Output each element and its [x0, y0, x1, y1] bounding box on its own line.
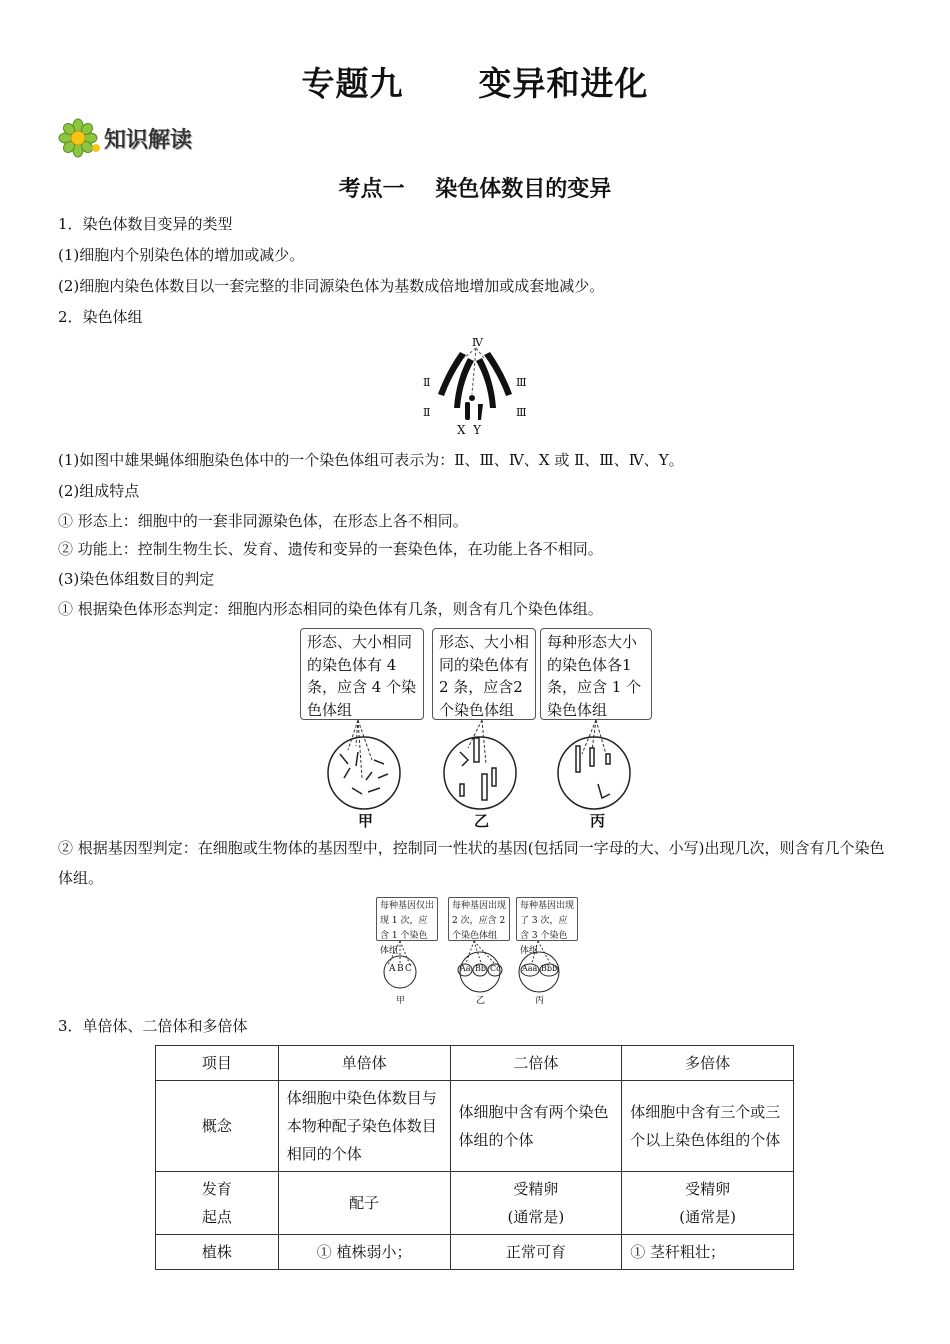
gene-aa: Aa: [460, 964, 471, 973]
paragraph-1-1: (1)细胞内个别染色体的增加或减少。: [58, 246, 305, 264]
cell-line: (通常是): [679, 1208, 736, 1226]
table-header: 多倍体: [622, 1046, 794, 1081]
morphology-box-3: 每种形态大小的染色体各1条，应含 1 个染色体组: [540, 628, 652, 720]
label-ii-bottom: Ⅱ: [423, 406, 431, 419]
morphology-box-1: 形态、大小相同的染色体有 4 条，应含 4 个染色体组: [300, 628, 424, 720]
paragraph-2-1: (1)如图中雄果蝇体细胞染色体中的一个染色体组可表示为：Ⅱ、Ⅲ、Ⅳ、X 或 Ⅱ、Ⅲ、Ⅳ、Y。: [58, 451, 684, 469]
gene-aaa: Aaa: [522, 964, 538, 973]
table-header-row: [156, 1046, 794, 1081]
cell-line: 发育: [201, 1180, 232, 1198]
table-cell: 体细胞中染色体数目与本物种配子染色体数目相同的个体: [278, 1081, 450, 1172]
table-row: [156, 1235, 794, 1270]
table-cell: 正常可育: [450, 1235, 622, 1270]
table-cell: 概念: [156, 1081, 279, 1172]
cell-line: 受精卵: [513, 1180, 559, 1198]
chromosome-x: [465, 402, 470, 420]
table-cell: ① 茎秆粗壮；: [622, 1235, 794, 1270]
table-header: 单倍体: [278, 1046, 450, 1081]
morphology-label-bing: 丙: [590, 812, 606, 830]
table-cell: 体细胞中含有三个或三个以上染色体组的个体: [622, 1081, 794, 1172]
page-title: 专题九 变异和进化: [301, 64, 649, 103]
genotype-box-3: 每种基因出现了 3 次，应含 3 个染色体组: [516, 897, 578, 941]
label-iv: Ⅳ: [472, 336, 483, 349]
heading-3: 3．单倍体、二倍体和多倍体: [58, 1017, 248, 1035]
table-cell: [622, 1172, 794, 1235]
paragraph-2-2b: ② 功能上：控制生物生长、发育、遗传和变异的一套染色体，在功能上各不相同。: [58, 540, 603, 558]
karyotype-figure: [420, 336, 530, 440]
chromosome-iv: [469, 395, 475, 401]
table-cell: [156, 1172, 279, 1235]
genotype-label-jia: 甲: [396, 996, 406, 1006]
ploidy-table: [155, 1045, 794, 1270]
paragraph-2-2a: ① 形态上：细胞中的一套非同源染色体，在形态上各不相同。: [58, 512, 468, 530]
table-cell: 体细胞中含有两个染色体组的个体: [450, 1081, 622, 1172]
paragraph-1-2: (2)细胞内染色体数目以一套完整的非同源染色体为基数成倍地增加或成套地减少。: [58, 277, 605, 295]
table-row: [156, 1081, 794, 1172]
genotype-figure: [376, 897, 580, 1007]
cell-line: 起点: [201, 1208, 232, 1226]
morphology-box-2: 形态、大小相同的染色体有 2 条，应含2个染色体组: [432, 628, 536, 720]
genotype-label-yi: 乙: [476, 996, 486, 1006]
knowledge-badge: [58, 118, 192, 158]
table-header: 二倍体: [450, 1046, 622, 1081]
morphology-label-yi: 乙: [474, 812, 490, 830]
morphology-label-jia: 甲: [358, 812, 374, 830]
table-cell: 配子: [278, 1172, 450, 1235]
genotype-box-1: 每种基因仅出现 1 次，应含 1 个染色体组: [376, 897, 438, 941]
label-xy: X Y: [457, 423, 482, 437]
gene-b: B: [397, 964, 404, 974]
paragraph-2-3b: ② 根据基因型判定：在细胞或生物体的基因型中，控制同一性状的基因(包括同一字母的大、小写)出现几次，则含有几个染色体组。: [58, 839, 885, 887]
genotype-label-bing: 丙: [535, 996, 545, 1006]
section-title: 考点一 染色体数目的变异: [338, 177, 612, 202]
gene-bb: Bb: [475, 964, 486, 973]
label-ii-top: Ⅱ: [423, 376, 431, 389]
gene-c: C: [405, 964, 412, 974]
cell-line: (通常是): [507, 1208, 565, 1226]
gene-cc: Cc: [490, 964, 501, 973]
heading-2: 2．染色体组: [58, 308, 143, 326]
heading-1: 1．染色体数目变异的类型: [58, 215, 233, 233]
table-cell: 植株: [156, 1235, 279, 1270]
morphology-figure: [300, 628, 652, 832]
paragraph-2-3: (3)染色体组数目的判定: [58, 570, 215, 588]
label-iii-bottom: Ⅲ: [516, 406, 527, 419]
table-cell: [450, 1172, 622, 1235]
paragraph-2-2: (2)组成特点: [58, 482, 140, 500]
gene-bbb: Bbb: [541, 964, 558, 973]
paragraph-2-3a: ① 根据染色体形态判定：细胞内形态相同的染色体有几条，则含有几个染色体组。: [58, 600, 603, 618]
genotype-box-2: 每种基因出现 2 次，应含 2 个染色体组: [448, 897, 510, 941]
flower-icon: [58, 118, 102, 158]
badge-label: 知识解读: [104, 127, 193, 153]
label-iii-top: Ⅲ: [516, 376, 527, 389]
chromosome-y: [478, 404, 483, 420]
gene-a: A: [389, 964, 396, 974]
table-cell: ① 植株弱小；: [278, 1235, 450, 1270]
table-header: 项目: [156, 1046, 279, 1081]
table-row: [156, 1172, 794, 1235]
cell-line: 受精卵: [685, 1180, 731, 1198]
